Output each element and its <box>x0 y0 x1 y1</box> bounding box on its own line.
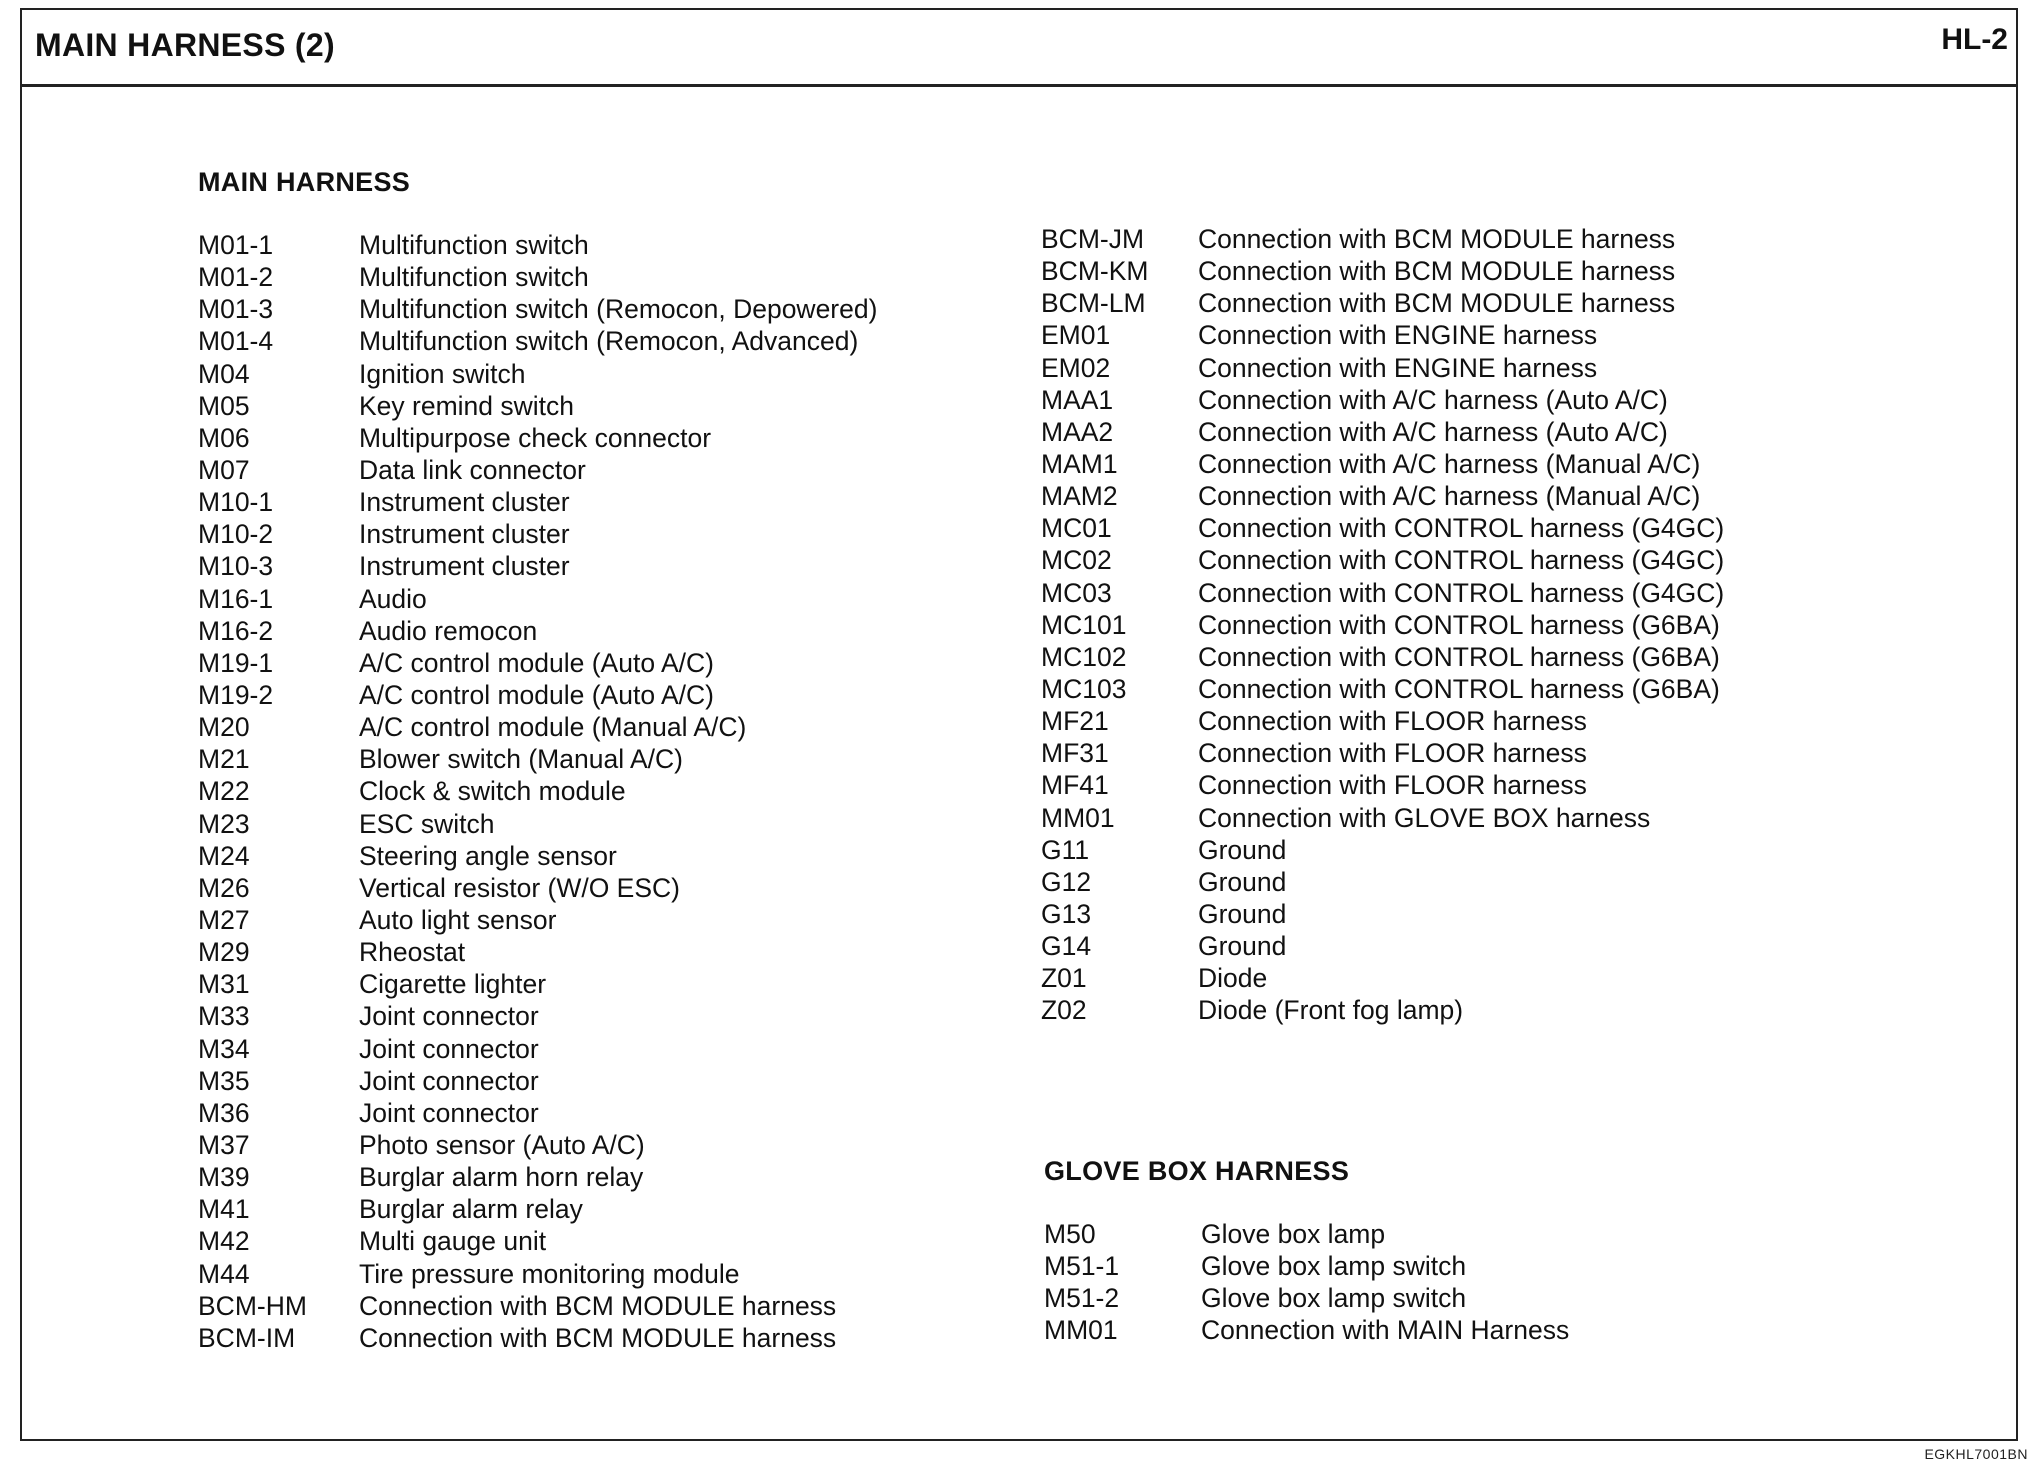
connector-code: MM01 <box>1044 1315 1118 1346</box>
connector-entry <box>198 679 877 711</box>
connector-description: Audio remocon <box>359 615 538 646</box>
connector-entry <box>1041 319 1724 351</box>
connector-description: Joint connector <box>359 1001 539 1032</box>
connector-description: A/C control module (Manual A/C) <box>359 712 747 743</box>
connector-description: Connection with BCM MODULE harness <box>359 1322 837 1353</box>
connector-code: M16-2 <box>198 615 274 646</box>
connector-description: Instrument cluster <box>359 551 570 582</box>
connector-entry <box>1041 287 1724 319</box>
connector-description: Connection with BCM MODULE harness <box>1198 256 1676 287</box>
connector-code: M39 <box>198 1162 250 1193</box>
connector-description: Multifunction switch (Remocon, Depowered) <box>359 294 878 325</box>
connector-entry <box>1041 802 1724 834</box>
connector-code: MC03 <box>1041 577 1112 608</box>
connector-description: Connection with BCM MODULE harness <box>1198 224 1676 254</box>
connector-description: Connection with CONTROL harness (G6BA) <box>1198 673 1720 704</box>
connector-description: Connection with A/C harness (Manual A/C) <box>1198 448 1701 479</box>
connector-code: M07 <box>198 454 250 485</box>
connector-code: M06 <box>198 422 250 453</box>
connector-description: A/C control module (Auto A/C) <box>359 647 714 678</box>
connector-description: Connection with FLOOR harness <box>1198 770 1587 801</box>
connector-code: MAA2 <box>1041 416 1114 447</box>
connector-entry <box>198 325 877 357</box>
connector-entry <box>198 454 877 486</box>
connector-description: Multifunction switch <box>359 230 589 260</box>
connector-entry <box>1044 1218 1569 1250</box>
connector-code: M22 <box>198 776 250 807</box>
connector-entry <box>1041 673 1724 705</box>
connector-entry <box>1041 480 1724 512</box>
connector-entry <box>1041 641 1724 673</box>
connector-code: M10-2 <box>198 519 274 550</box>
connector-code: MAM2 <box>1041 481 1118 512</box>
connector-code: M10-3 <box>198 551 274 582</box>
connector-entry <box>1041 416 1724 448</box>
connector-code: M51-1 <box>1044 1251 1120 1282</box>
connector-description: Blower switch (Manual A/C) <box>359 744 683 775</box>
connector-entry <box>198 615 877 647</box>
connector-code: M24 <box>198 840 250 871</box>
connector-description: Connection with GLOVE BOX harness <box>1198 802 1651 833</box>
connector-description: Photo sensor (Auto A/C) <box>359 1129 645 1160</box>
connector-code: MC102 <box>1041 641 1127 672</box>
connector-code: MF41 <box>1041 770 1109 801</box>
connector-entry <box>198 486 877 518</box>
connector-entry <box>198 936 877 968</box>
connector-code: EM01 <box>1041 320 1111 351</box>
page-number: HL-2 <box>1941 23 2008 56</box>
connector-code: MF31 <box>1041 738 1109 769</box>
page-title: MAIN HARNESS (2) <box>35 27 335 63</box>
connector-code: M26 <box>198 872 250 903</box>
connector-description: Connection with A/C harness (Manual A/C) <box>1198 481 1701 512</box>
connector-description: Joint connector <box>359 1097 539 1128</box>
connector-description: Connection with ENGINE harness <box>1198 320 1598 351</box>
connector-code: MF21 <box>1041 706 1109 737</box>
connector-code: M01-2 <box>198 262 274 293</box>
connector-entry <box>198 968 877 1000</box>
connector-entry <box>198 583 877 615</box>
connector-entry <box>198 1322 877 1354</box>
connector-description: Instrument cluster <box>359 487 570 518</box>
connector-description: Connection with CONTROL harness (G6BA) <box>1198 641 1720 672</box>
connector-code: BCM-LM <box>1041 288 1146 319</box>
connector-code: M42 <box>198 1226 250 1257</box>
connector-code: MC02 <box>1041 545 1112 576</box>
connector-description: Joint connector <box>359 1033 539 1064</box>
connector-description: Ground <box>1198 866 1287 897</box>
connector-entry <box>198 390 877 422</box>
connector-entry <box>198 1033 877 1065</box>
connector-entry <box>198 775 877 807</box>
connector-code: M19-1 <box>198 647 274 678</box>
connector-code: Z01 <box>1041 963 1087 994</box>
connector-code: BCM-HM <box>198 1290 307 1321</box>
connector-code: MC01 <box>1041 513 1112 544</box>
connector-entry <box>1041 609 1724 641</box>
connector-entry <box>1041 448 1724 480</box>
connector-description: Connection with CONTROL harness (G6BA) <box>1198 609 1720 640</box>
connector-description: Ground <box>1198 834 1287 865</box>
glove-box-harness-list <box>1044 1218 1569 1347</box>
connector-entry <box>198 1193 877 1225</box>
connector-code: M37 <box>198 1129 250 1160</box>
connector-code: BCM-IM <box>198 1322 296 1353</box>
connector-code: MC103 <box>1041 673 1127 704</box>
connector-code: M23 <box>198 808 250 839</box>
connector-code: M50 <box>1044 1219 1096 1249</box>
connector-entry <box>198 293 877 325</box>
connector-description: Audio <box>359 583 427 614</box>
connector-code: M27 <box>198 904 250 935</box>
connector-entry <box>198 743 877 775</box>
connector-entry <box>1041 930 1724 962</box>
connector-code: M04 <box>198 358 250 389</box>
connector-entry <box>1041 577 1724 609</box>
connector-description: Cigarette lighter <box>359 969 547 1000</box>
connector-entry <box>1041 352 1724 384</box>
connector-description: Burglar alarm relay <box>359 1194 583 1225</box>
connector-entry <box>1041 255 1724 287</box>
connector-entry <box>1041 223 1724 255</box>
connector-code: G14 <box>1041 931 1092 962</box>
connector-code: MAM1 <box>1041 448 1118 479</box>
connector-entry <box>1041 962 1724 994</box>
connector-code: EM02 <box>1041 352 1111 383</box>
connector-code: MM01 <box>1041 802 1115 833</box>
connector-description: Connection with BCM MODULE harness <box>359 1290 837 1321</box>
connector-description: Connection with BCM MODULE harness <box>1198 288 1676 319</box>
connector-entry <box>198 1065 877 1097</box>
connector-entry <box>198 1258 877 1290</box>
connector-description: Connection with MAIN Harness <box>1201 1315 1570 1346</box>
connector-code: M16-1 <box>198 583 274 614</box>
connector-description: Diode (Front fog lamp) <box>1198 995 1464 1026</box>
connector-code: M35 <box>198 1065 250 1096</box>
connector-code: MC101 <box>1041 609 1127 640</box>
connector-code: M20 <box>198 712 250 743</box>
connector-entry <box>1044 1282 1569 1314</box>
connector-entry <box>198 711 877 743</box>
connector-description: ESC switch <box>359 808 495 839</box>
connector-description: Connection with CONTROL harness (G4GC) <box>1198 513 1725 544</box>
connector-entry <box>198 872 877 904</box>
connector-description: Connection with CONTROL harness (G4GC) <box>1198 545 1725 576</box>
connector-description: Multifunction switch <box>359 262 589 293</box>
connector-description: Connection with CONTROL harness (G4GC) <box>1198 577 1725 608</box>
connector-entry <box>1041 705 1724 737</box>
connector-entry <box>1041 994 1724 1026</box>
connector-description: Joint connector <box>359 1065 539 1096</box>
connector-code: M44 <box>198 1258 250 1289</box>
connector-entry <box>1044 1314 1569 1346</box>
connector-entry <box>198 1097 877 1129</box>
connector-entry <box>198 1129 877 1161</box>
connector-entry <box>198 261 877 293</box>
connector-entry <box>198 550 877 582</box>
connector-description: Connection with A/C harness (Auto A/C) <box>1198 384 1668 415</box>
connector-code: M01-3 <box>198 294 274 325</box>
connector-code: M41 <box>198 1194 250 1225</box>
main-harness-heading: MAIN HARNESS <box>198 167 411 197</box>
connector-entry <box>198 1000 877 1032</box>
connector-code: BCM-KM <box>1041 256 1149 287</box>
connector-description: Steering angle sensor <box>359 840 617 871</box>
main-harness-list-left <box>198 229 877 1354</box>
connector-entry <box>198 647 877 679</box>
connector-description: Multi gauge unit <box>359 1226 547 1257</box>
connector-entry <box>198 1225 877 1257</box>
connector-code: MAA1 <box>1041 384 1114 415</box>
connector-description: A/C control module (Auto A/C) <box>359 679 714 710</box>
connector-description: Glove box lamp <box>1201 1219 1386 1249</box>
connector-description: Auto light sensor <box>359 904 557 935</box>
connector-entry <box>1041 898 1724 930</box>
connector-entry <box>198 1290 877 1322</box>
connector-entry <box>1041 737 1724 769</box>
connector-entry <box>1041 544 1724 576</box>
connector-code: G12 <box>1041 866 1092 897</box>
connector-code: M01-1 <box>198 230 274 260</box>
connector-code: M51-2 <box>1044 1283 1120 1314</box>
connector-entry <box>1041 866 1724 898</box>
connector-description: Ground <box>1198 931 1287 962</box>
connector-code: M05 <box>198 390 250 421</box>
connector-code: M34 <box>198 1033 250 1064</box>
connector-entry <box>198 904 877 936</box>
connector-description: Connection with A/C harness (Auto A/C) <box>1198 416 1668 447</box>
figure-code: EGKHL7001BN <box>1924 1446 2028 1462</box>
connector-description: Burglar alarm horn relay <box>359 1162 644 1193</box>
connector-entry <box>1041 769 1724 801</box>
connector-code: M29 <box>198 937 250 968</box>
connector-description: Clock & switch module <box>359 776 626 807</box>
connector-entry <box>198 518 877 550</box>
connector-description: Connection with FLOOR harness <box>1198 706 1587 737</box>
connector-code: M33 <box>198 1001 250 1032</box>
header-divider <box>22 84 2016 87</box>
connector-code: M31 <box>198 969 250 1000</box>
connector-code: G13 <box>1041 898 1092 929</box>
connector-entry <box>198 229 877 261</box>
connector-description: Multipurpose check connector <box>359 422 712 453</box>
connector-entry <box>198 840 877 872</box>
connector-entry <box>198 1161 877 1193</box>
connector-entry <box>1044 1250 1569 1282</box>
connector-entry <box>198 808 877 840</box>
connector-code: M10-1 <box>198 487 274 518</box>
connector-entry <box>1041 384 1724 416</box>
connector-description: Glove box lamp switch <box>1201 1251 1467 1282</box>
connector-code: BCM-JM <box>1041 224 1145 254</box>
connector-entry <box>198 358 877 390</box>
connector-description: Instrument cluster <box>359 519 570 550</box>
glove-box-harness-heading: GLOVE BOX HARNESS <box>1044 1156 1350 1186</box>
connector-description: Tire pressure monitoring module <box>359 1258 740 1289</box>
connector-entry <box>198 422 877 454</box>
connector-description: Data link connector <box>359 454 586 485</box>
connector-code: M21 <box>198 744 250 775</box>
main-harness-list-right <box>1041 223 1724 1027</box>
connector-description: Ground <box>1198 898 1287 929</box>
connector-description: Glove box lamp switch <box>1201 1283 1467 1314</box>
connector-description: Connection with ENGINE harness <box>1198 352 1598 383</box>
connector-description: Key remind switch <box>359 390 575 421</box>
connector-code: Z02 <box>1041 995 1087 1026</box>
connector-description: Connection with FLOOR harness <box>1198 738 1587 769</box>
connector-code: M01-4 <box>198 326 274 357</box>
connector-code: G11 <box>1041 834 1090 865</box>
connector-entry <box>1041 834 1724 866</box>
connector-description: Vertical resistor (W/O ESC) <box>359 872 680 903</box>
connector-description: Rheostat <box>359 937 466 968</box>
connector-description: Diode <box>1198 963 1268 994</box>
connector-description: Multifunction switch (Remocon, Advanced) <box>359 326 859 357</box>
connector-code: M19-2 <box>198 679 274 710</box>
connector-entry <box>1041 512 1724 544</box>
connector-description: Ignition switch <box>359 358 526 389</box>
connector-code: M36 <box>198 1097 250 1128</box>
